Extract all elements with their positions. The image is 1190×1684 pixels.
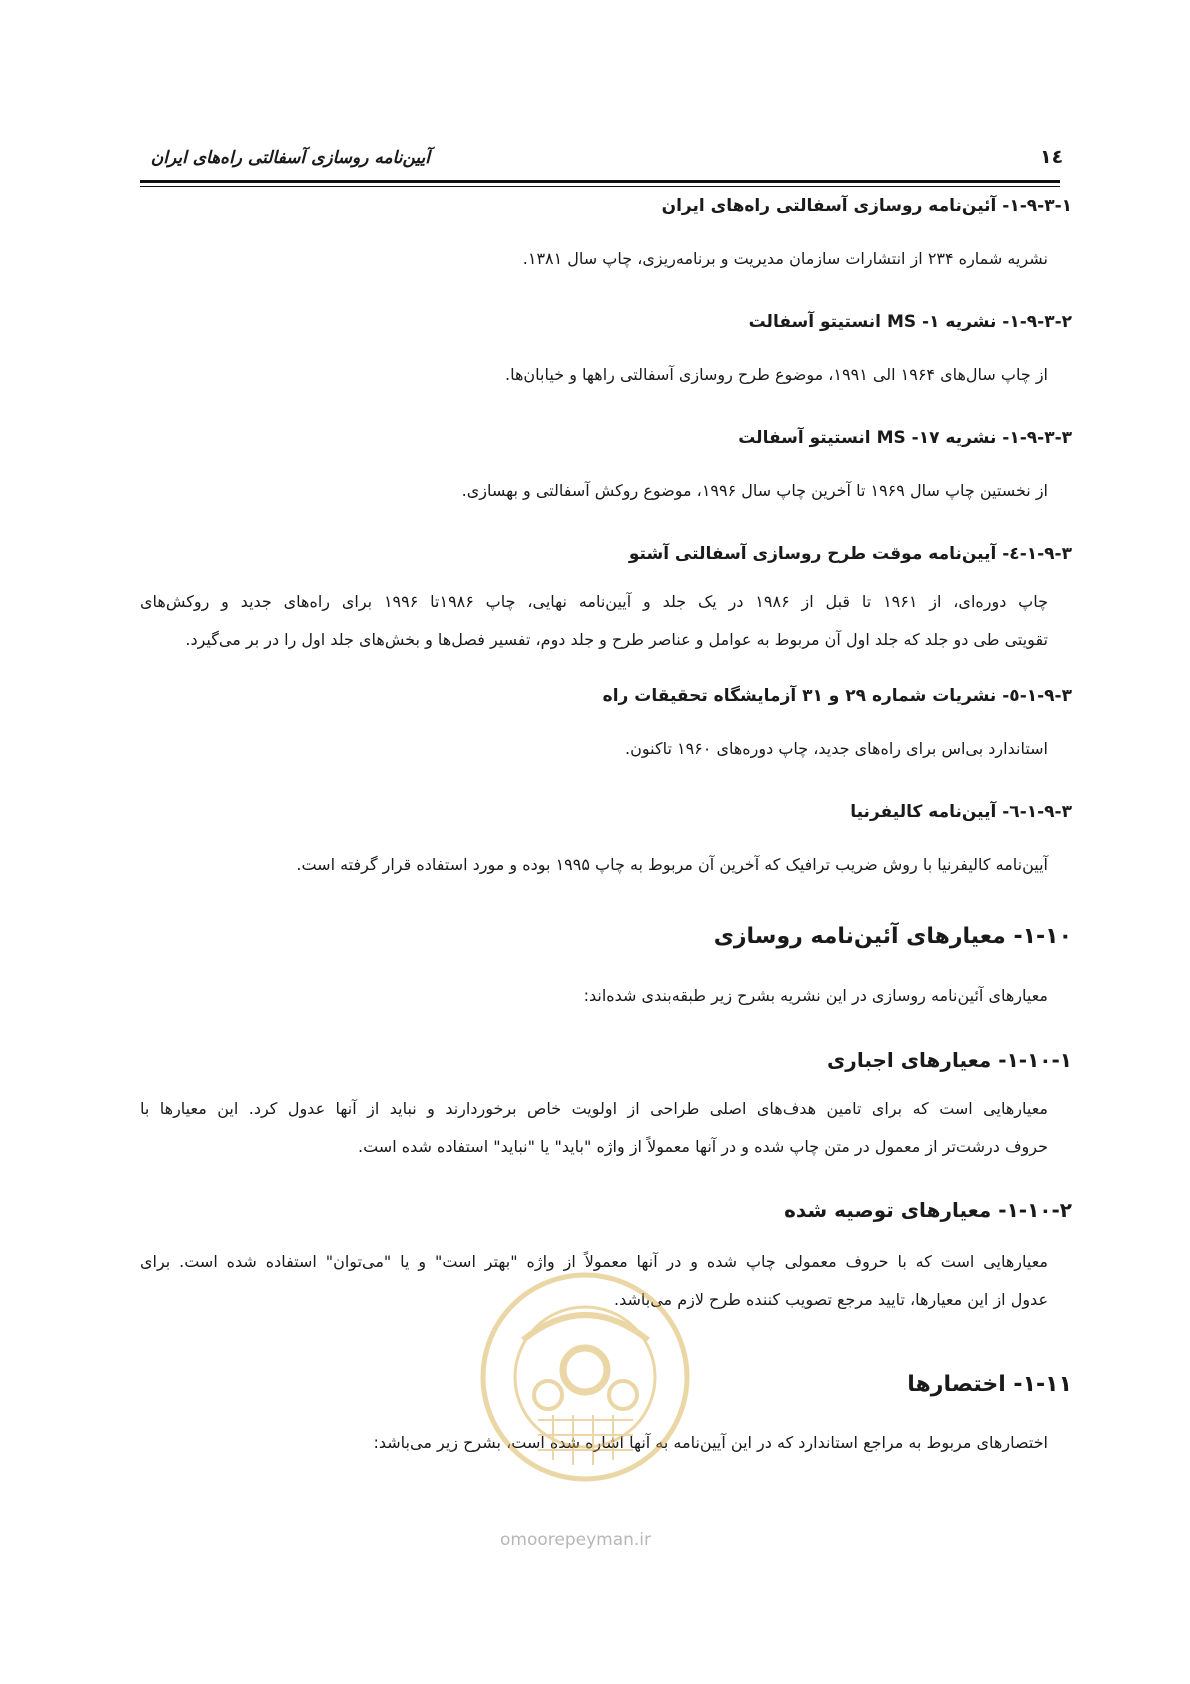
section-paragraph: نشریه شماره ۲۳۴ از انتشارات سازمان مدیریت و برنامه‌ریزی، چاپ سال ۱۳۸۱. [522,249,1048,268]
watermark-seal-icon [478,1270,692,1484]
section-heading: ۱-۹-۳-۳- نشریه ۱۷- MS انستیتو آسفالت [738,428,1072,448]
section-paragraph: استاندارد بی‌اس برای راه‌های جدید، چاپ دوره‌های ۱۹۶۰ تاکنون. [625,739,1048,758]
section-paragraph [140,1090,1048,1166]
section-heading: ۱-۱۰-۱- معیارهای اجباری [826,1048,1072,1072]
section-paragraph: از نخستین چاپ سال ۱۹۶۹ تا آخرین چاپ سال ۱۹۹۶، موضوع روکش آسفالتی و بهسازی. [461,481,1048,500]
section-heading: ۱-۱۱- اختصارها [907,1372,1072,1397]
section-heading: ۱-۱۰-۲- معیارهای توصیه شده [784,1198,1072,1222]
section-heading: ۱-۹-۳-٤- آیین‌نامه موقت طرح روسازی آسفالتی آشتو [628,544,1072,564]
section-heading: ۱-۹-۳-۱- آئین‌نامه روسازی آسفالتی راه‌های ایران [661,196,1072,216]
paragraph-line: معیارهایی است که با حروف معمولی چاپ شده و در آنها معمولاً از واژه "بهتر است" و یا "می‌توان" استفاده شده است. برای [140,1252,1048,1271]
paragraph-line: چاپ دوره‌ای، از ۱۹۶۱ تا قبل از ۱۹۸۶ در یک جلد و آیین‌نامه نهایی، چاپ ۱۹۸۶تا ۱۹۹۶ برای راه‌های جدید و روکش‌های [140,592,1049,611]
section-paragraph: از چاپ سال‌های ۱۹۶۴ الی ۱۹۹۱، موضوع طرح روسازی آسفالتی راهها و خیابان‌ها. [505,365,1048,384]
paragraph-line: معیارهایی است که برای تامین هدف‌های اصلی طراحی از اولویت خاص برخوردارند و نباید از آنها عدول کرد. این معیارها با [140,1099,1048,1118]
header-rule-thick [140,180,1060,183]
header-rule-thin [140,186,1060,187]
section-heading: ۱-۹-۳-۲- نشریه ۱- MS انستیتو آسفالت [748,312,1072,332]
paragraph-line: تقویتی طی دو جلد که جلد اول آن مربوط به عوامل و عناصر طرح و جلد دوم، تفسیر فصل‌ها و بخش‌های جلد اول را در بر می‌گیرد. [185,630,1048,649]
section-paragraph: آیین‌نامه کالیفرنیا با روش ضریب ترافیک که آخرین آن مربوط به چاپ ۱۹۹۵ بوده و مورد استفاده قرار گرفته است. [296,855,1048,874]
page-number: ۱٤ [1040,146,1064,168]
section-heading: ۱-۹-۳-٥- نشریات شماره ۲۹ و ۳۱ آزمایشگاه تحقیقات راه [602,686,1072,706]
section-heading: ۱-۱۰- معیارهای آئین‌نامه روسازی [713,924,1072,949]
watermark-url: omoorepeyman.ir [500,1530,652,1550]
running-header-title: آیین‌نامه روسازی آسفالتی راه‌های ایران [150,148,430,168]
section-paragraph: معیارهای آئین‌نامه روسازی در این نشریه بشرح زیر طبقه‌بندی شده‌اند: [583,986,1048,1005]
section-heading: ۱-۹-۳-٦- آیین‌نامه کالیفرنیا [850,802,1072,822]
paragraph-line: عدول از این معیارها، تایید مرجع تصویب کننده طرح لازم می‌باشد. [614,1290,1048,1309]
section-paragraph: اختصارهای مربوط به مراجع استاندارد که در این آیین‌نامه به آنها اشاره شده است، بشرح زیر می‌باشد: [373,1433,1048,1452]
paragraph-line: حروف درشت‌تر از معمول در متن چاپ شده و در آنها معمولاً از واژه "باید" یا "نباید" استفاده شده است. [357,1137,1048,1156]
section-paragraph [140,583,1048,659]
